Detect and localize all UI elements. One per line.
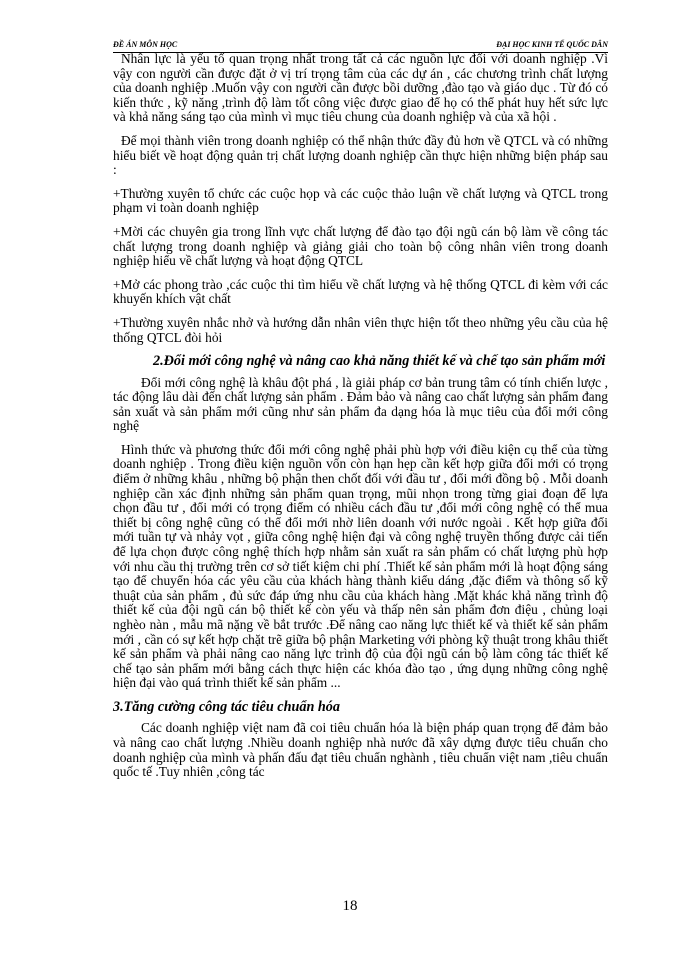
paragraph: Các doanh nghiệp việt nam đã coi tiêu chuẩn hóa là biện pháp quan trọng để đảm bảo và nâng cao chất lượng .Nhiều doanh nghiệp nhà nước đã xây dựng được tiêu chuẩn cho doanh nghiệp của mình và phấn đấu đạt tiêu chuẩn nghành , tiêu chuẩn việt nam ,tiêu chuẩn quốc tế .Tuy nhiên ,công tác — [113, 720, 608, 780]
section-heading: 3.Tăng cường công tác tiêu chuẩn hóa — [113, 698, 340, 715]
header-left: ĐỀ ÁN MÔN HỌC — [113, 40, 178, 49]
paragraph: Đổi mới công nghệ là khâu đột phá , là giải pháp cơ bản trung tâm có tính chiến lược , tác động lâu dài đến chất lượng sản phẩm . Đảm bảo và nâng cao chất lượng sản phẩm đang sản xuất và sản phẩm mới cũng như sản phẩm đa dạng hóa là mục tiêu của đổi mới công nghệ — [113, 374, 608, 434]
header-right: ĐẠI HỌC KINH TẾ QUỐC DÂN — [496, 40, 608, 49]
bullet-paragraph: +Thường xuyên tổ chức các cuộc họp và các cuộc thảo luận về chất lượng và QTCL trong phạm vi toàn doanh nghiệp — [113, 185, 608, 216]
page-content — [113, 52, 608, 789]
paragraph: Để mọi thành viên trong doanh nghiệp có thể nhận thức đầy đủ hơn về QTCL và có những hiểu biết về hoạt động quản trị chất lượng doanh nghiệp cần thực hiện những biện pháp sau : — [113, 132, 608, 178]
paragraph: Hình thức và phương thức đổi mới công nghệ phải phù hợp với điều kiện cụ thể của từng doanh nghiệp . Trong điều kiện nguồn vốn còn hạn hẹp cần kết hợp giữa đổi mới có trọng điểm ở những khâu , những bộ phận then chốt đối với đầu tư , đổi mới đồng bộ . Mỗi doanh nghiệp cần xác định những sản phẩm quan trọng, mũi nhọn trong từng giai đoạn để lựa chọn đầu tư , đổi mới có trọng điểm có nhiều cách đầu tư ,đổi mới công nghệ có thể mua thiết bị công nghệ cũng có thể đổi mới nhờ liên doanh với nước ngoài . Kết hợp giữa đổi mới tuần tự và nhảy vọt , giữa công nghệ hiện đại và công nghệ truyền thống được cải tiến để lựa chọn được công nghệ thích hợp nhằm sản xuất ra sản phẩm có chất lượng phù hợp với nhu cầu thị trường trên cơ sở tiết kiệm chi phí .Thiết kế sản phẩm mới là hoạt động sáng tạo để chuyển hóa các yêu cầu của khách hàng thành kiểu dáng ,đặc điểm và thông số kỹ thuật của sản phẩm , đủ sức đáp ứng nhu cầu của khách hàng .Mặt khác khả năng trình độ thiết kế của đội ngũ cán bộ thiết kế còn yếu và thấp nên sản phẩm đơn điệu , chủng loại nghèo nàn , mẫu mã nặng về bắt trước .Để nâng cao năng lực thiết kế và thiết kế sản phẩm mới , cần có sự kết hợp chặt trẽ giữa bộ phận Marketing với phòng kỹ thuật trong khâu thiết kế sản phẩm và phải nâng cao năng lực trình độ của đội ngũ cán bộ làm công tác thiết kế chế tạo sản phẩm mới bằng cách thực hiện các khóa đào tạo , ứng dụng những công nghệ hiện đại vào quá trình thiết kế sản phẩm ... — [113, 441, 608, 691]
bullet-paragraph: +Mở các phong trào ,các cuộc thi tìm hiểu về chất lượng và hệ thống QTCL đi kèm với các khuyến khích vật chất — [113, 276, 608, 307]
paragraph: Nhân lực là yếu tố quan trọng nhất trong tất cả các nguồn lực đối với doanh nghiệp .Vì vậy con người cần được đặt ở vị trí trọng tâm của các dự án , các chương trình chất lượng của doanh nghiệp .Muốn vậy con người cần được bồi dưỡng ,đào tạo và giáo dục . Từ đó có kiến thức , kỹ năng ,trình độ làm tốt công việc được giao để họ có thể phát huy hết sức lực và khả năng sáng tạo của mình vì mục tiêu chung của doanh nghiệp và của xã hội . — [113, 51, 608, 125]
page-number: 18 — [342, 898, 358, 914]
section-heading: 2.Đổi mới công nghệ và nâng cao khả năng thiết kế và chế tạo sản phẩm mới — [153, 353, 606, 370]
bullet-paragraph: +Thường xuyên nhắc nhở và hướng dẫn nhân viên thực hiện tốt theo những yêu cầu của hệ thống QTCL đòi hỏi — [113, 314, 608, 345]
bullet-paragraph: +Mời các chuyên gia trong lĩnh vực chất lượng để đào tạo đội ngũ cán bộ làm về công tác chất lượng trong doanh nghiệp và giảng giải cho toàn bộ công nhân viên trong doanh nghiệp hiểu về chất lượng và hoạt động QTCL — [113, 223, 608, 269]
